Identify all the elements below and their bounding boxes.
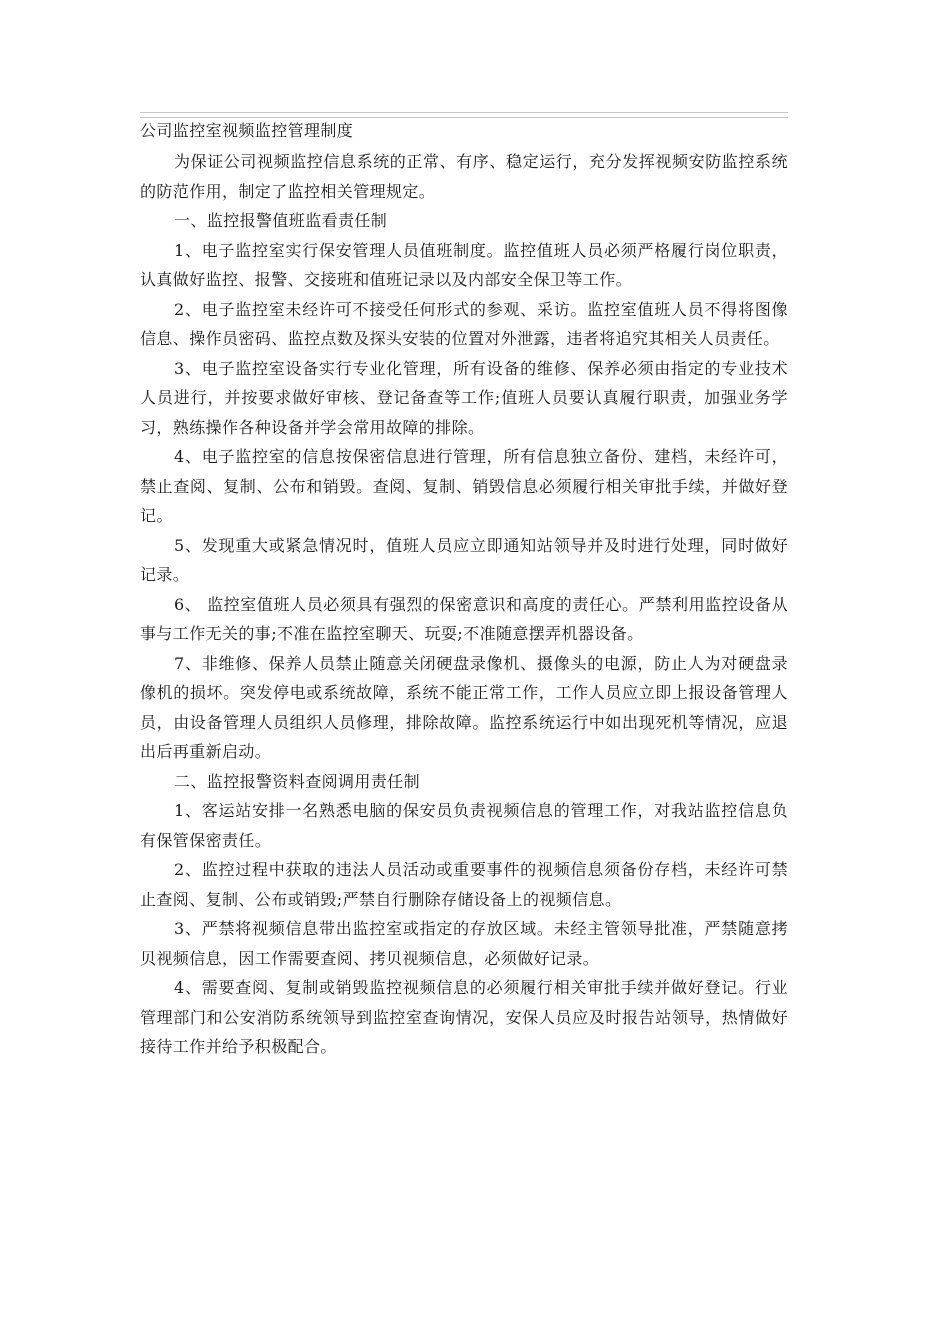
header-rule-bottom — [140, 117, 788, 118]
document-title: 公司监控室视频监控管理制度 — [140, 121, 354, 140]
section-1-item-3: 3、电子监控室设备实行专业化管理，所有设备的维修、保养必须由指定的专业技术人员进行，并按要求做好审核、登记备查等工作;值班人员要认真履行职责，加强业务学习，熟练操作各种设备并学会常用故障的排除。 — [140, 358, 788, 437]
section-1-item-4: 4、电子监控室的信息按保密信息进行管理，所有信息独立备份、建档，未经许可，禁止查阅、复制、公布和销毁。查阅、复制、销毁信息必须履行相关审批手续，并做好登记。 — [140, 447, 788, 525]
section-2-item-4: 4、需要查阅、复制或销毁监控视频信息的必须履行相关审批手续并做好登记。行业管理部门和公安消防系统领导到监控室查询情况，安保人员应及时报告站领导，热情做好接待工作并给予积极配合。 — [140, 978, 788, 1056]
section-2-item-3: 3、严禁将视频信息带出监控室或指定的存放区域。未经主管领导批准，严禁随意拷贝视频信息，因工作需要查阅、拷贝视频信息，必须做好记录。 — [140, 919, 788, 968]
section-1-item-7: 7、非维修、保养人员禁止随意关闭硬盘录像机、摄像头的电源，防止人为对硬盘录像机的损坏。突发停电或系统故障，系统不能正常工作，工作人员应立即上报设备管理人员，由设备管理人员组织人员修理，排除故障。监控系统运行中如出现死机等情况，应退出后再重新启动。 — [140, 653, 788, 761]
section-2-heading: 二、监控报警资料查阅调用责任制 — [174, 771, 421, 791]
section-1-heading: 一、监控报警值班监看责任制 — [174, 211, 388, 230]
section-2-item-2: 2、监控过程中获取的违法人员活动或重要事件的视频信息须备份存档，未经许可禁止查阅、复制、公布或销毁;严禁自行删除存储设备上的视频信息。 — [140, 860, 788, 909]
intro-paragraph: 为保证公司视频监控信息系统的正常、有序、稳定运行，充分发挥视频安防监控系统的防范作用，制定了监控相关管理规定。 — [140, 152, 788, 201]
section-2-item-1: 1、客运站安排一名熟悉电脑的保安员负责视频信息的管理工作，对我站监控信息负有保管保密责任。 — [140, 801, 788, 850]
section-1-item-6: 6、 监控室值班人员必须具有强烈的保密意识和高度的责任心。严禁利用监控设备从事与工作无关的事;不准在监控室聊天、玩耍;不准随意摆弄机器设备。 — [140, 594, 788, 643]
section-1-item-2: 2、电子监控室未经许可不接受任何形式的参观、采访。监控室值班人员不得将图像信息、操作员密码、监控点数及探头安装的位置对外泄露，违者将追究其相关人员责任。 — [140, 299, 788, 348]
section-1-item-1: 1、电子监控室实行保安管理人员值班制度。监控值班人员必须严格履行岗位职责，认真做好监控、报警、交接班和值班记录以及内部安全保卫等工作。 — [140, 240, 788, 289]
section-1-item-5: 5、发现重大或紧急情况时，值班人员应立即通知站领导并及时进行处理，同时做好记录。 — [140, 535, 788, 584]
header-rule-top — [140, 112, 788, 113]
document-body — [140, 119, 788, 1062]
